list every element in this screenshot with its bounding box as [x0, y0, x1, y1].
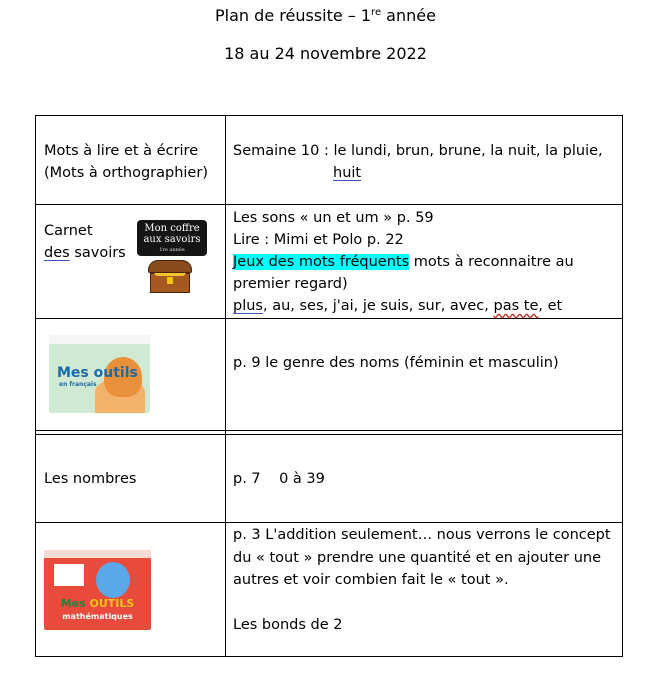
column-divider [225, 116, 226, 656]
row-divider [36, 318, 622, 319]
page-title: Plan de réussite – 1re année [215, 6, 436, 25]
carnet-label: Carnet des savoirs [44, 223, 126, 261]
treasure-chest-icon [148, 260, 192, 294]
nombres-label: Les nombres [44, 471, 137, 487]
row-divider [36, 204, 622, 205]
mes-outils-math-book-cover: Mes OUTILS mathématiques [44, 550, 151, 630]
mots-content: Semaine 10 : le lundi, brun, brune, la nuit, la pluie, huit [233, 143, 603, 181]
outils-math-content: p. 3 L'addition seulement… nous verrons le concept du « tout » prendre une quantité et en ajouter une autres et voir combien fait le « tout ». Les bonds de 2 [233, 527, 611, 633]
row-divider [36, 522, 622, 523]
mes-outils-francais-book-cover: Mes outils en français [49, 335, 150, 413]
carnet-content: Les sons « un et um » p. 59 Lire : Mimi et Polo p. 22 Jeux des mots fréquents mots à reconnaitre au premier regard) plus, au, ses, j'ai, je suis, sur, avec, pas te, et [233, 210, 574, 314]
outils-fr-content: p. 9 le genre des noms (féminin et masculin) [233, 355, 559, 371]
mots-label: Mots à lire et à écrire (Mots à orthographier) [44, 143, 208, 181]
double-row-divider [36, 430, 622, 435]
page-dates: 18 au 24 novembre 2022 [224, 44, 427, 63]
nombres-content: p. 7 0 à 39 [233, 471, 325, 487]
plan-table [35, 115, 623, 657]
mon-coffre-book-cover: Mon coffre aux savoirs 1re année [134, 220, 209, 298]
